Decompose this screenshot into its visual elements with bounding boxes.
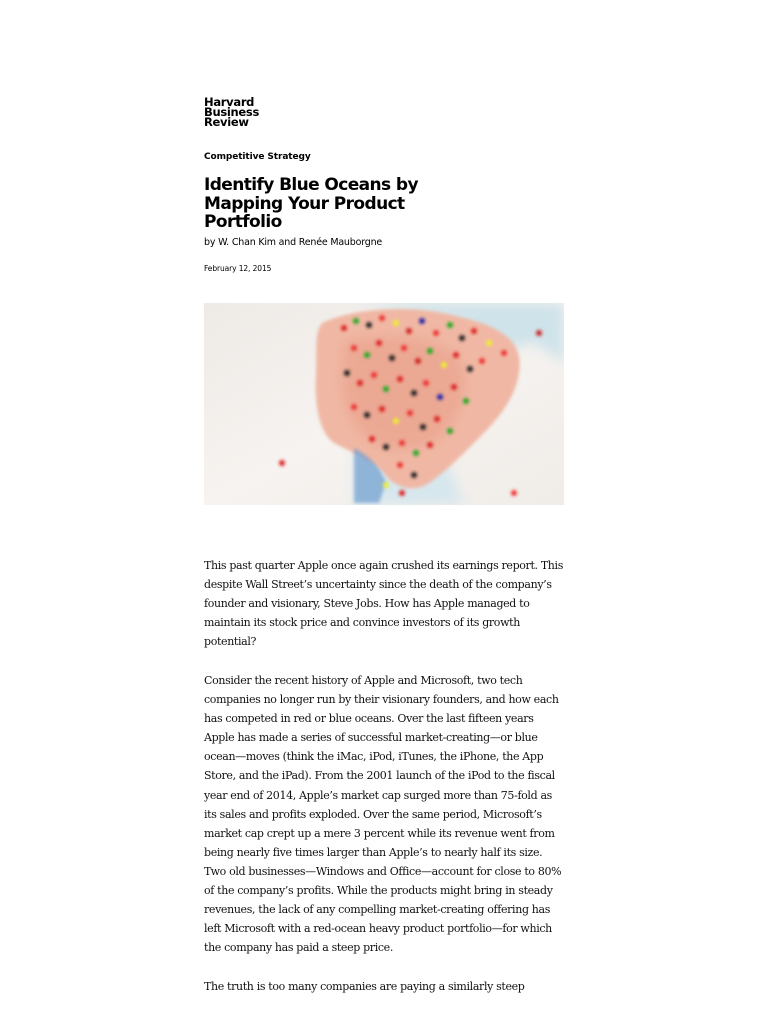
article-body bbox=[204, 556, 566, 1015]
logo-line-2: Business bbox=[204, 105, 260, 119]
topic-link[interactable]: Competitive Strategy bbox=[204, 152, 311, 162]
paragraph-3: The truth is too many companies are paying a similarly steep bbox=[204, 979, 525, 993]
article-title: Identify Blue Oceans by Mapping Your Product Portfolio bbox=[204, 175, 418, 232]
paragraph-2: Consider the recent history of Apple and Microsoft, two tech companies no longer run by their visionary founders, and how each has competed in red or blue oceans. Over the last fifteen years Apple has made a series of successful market-creating—or blue ocean—moves (think the iMac, iPod, iTunes, the iPhone, the App Store, and the iPad). From the 2001 launch of the iPod to the fiscal year end of 2014, Apple’s market cap surged more than 75-fold as its sales and profits exploded. Over the same period, Microsoft’s market cap crept up a mere 3 percent while its revenue went from being nearly five times larger than Apple’s to nearly half its size. Two old businesses—Windows and Office—account for close to 80% of the company’s profits. While the products might bring in steady revenues, the lack of any compelling market-creating offering has left Microsoft with a red-ocean heavy product portfolio—for which the company has paid a steep price. bbox=[204, 673, 562, 955]
map-pins-illustration bbox=[204, 303, 564, 505]
article-date: February 12, 2015 bbox=[204, 264, 272, 273]
article-byline: by W. Chan Kim and Renée Mauborgne bbox=[204, 237, 383, 248]
paragraph-1: This past quarter Apple once again crushed its earnings report. This despite Wall Street’s uncertainty since the death of the company’s founder and visionary, Steve Jobs. How has Apple managed to maintain its stock price and convince investors of its growth potential? bbox=[204, 559, 563, 649]
hbr-logo[interactable] bbox=[204, 97, 274, 127]
logo-line-1: Harvard bbox=[204, 95, 255, 109]
hero-image bbox=[204, 303, 564, 505]
logo-line-3: Review bbox=[204, 115, 249, 129]
